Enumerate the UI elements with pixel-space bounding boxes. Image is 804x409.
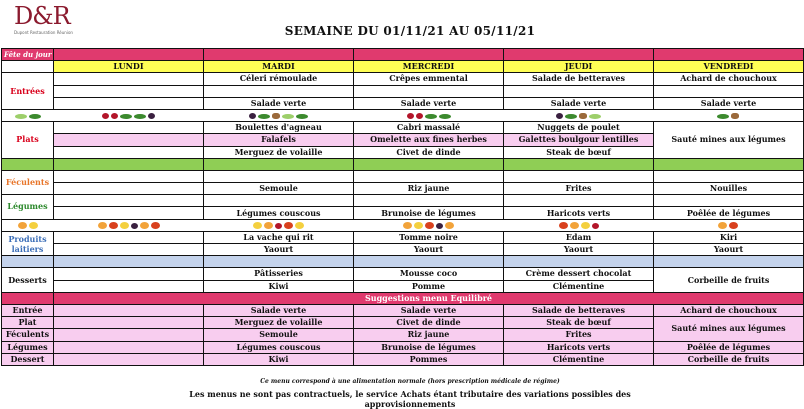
separator-cell xyxy=(2,256,54,268)
menu-cell xyxy=(54,280,204,292)
menu-cell xyxy=(504,195,654,207)
suggestions-corner xyxy=(2,292,54,304)
suggestion-cell: Salade de betteraves xyxy=(504,304,654,316)
menu-cell xyxy=(204,195,354,207)
menu-note: Ce menu correspond à une alimentation normale (hors prescription médicale de régime) xyxy=(260,378,560,385)
logo-mark: D&R xyxy=(14,2,70,30)
menu-cell-friday-dessert: Corbeille de fruits xyxy=(654,268,804,292)
fete-cell xyxy=(54,49,204,61)
cherry-icon xyxy=(275,223,282,229)
suggestion-cell xyxy=(54,304,204,316)
company-logo xyxy=(14,2,84,40)
menu-cell: Edam xyxy=(504,231,654,243)
menu-cell: Crêpes emmental xyxy=(354,73,504,85)
menu-cell xyxy=(54,146,204,158)
image-cell xyxy=(654,219,804,231)
orange-icon xyxy=(445,222,454,229)
menu-cell xyxy=(54,122,204,134)
plum-icon xyxy=(131,223,138,229)
menu-cell-friday-plat: Sauté mines aux légumes xyxy=(654,122,804,159)
menu-cell xyxy=(654,195,804,207)
menu-cell: Mousse coco xyxy=(354,268,504,280)
suggestion-cell: Salade verte xyxy=(354,304,504,316)
suggestions-header-row xyxy=(2,292,804,304)
orange-icon xyxy=(570,222,579,229)
menu-cell: Merguez de volaille xyxy=(204,146,354,158)
lettuce-icon xyxy=(589,114,601,119)
separator-cell xyxy=(2,158,54,170)
fete-label: Fête du jour xyxy=(2,49,54,61)
suggestion-cell: Semoule xyxy=(204,329,354,341)
menu-cell xyxy=(54,85,204,97)
orange-icon xyxy=(98,222,107,229)
cherry-icon xyxy=(592,223,599,229)
table-row xyxy=(2,268,804,280)
fete-cell xyxy=(504,49,654,61)
menu-cell xyxy=(354,195,504,207)
day-header: LUNDI xyxy=(54,61,204,73)
suggestion-label: Légumes xyxy=(2,341,54,353)
menu-cell: Salade de betteraves xyxy=(504,73,654,85)
image-cell xyxy=(2,219,54,231)
table-row xyxy=(2,85,804,97)
menu-cell: Semoule xyxy=(204,183,354,195)
image-cell xyxy=(54,219,204,231)
suggestion-cell: Légumes couscous xyxy=(204,341,354,353)
apple-icon xyxy=(151,222,160,229)
plum-icon xyxy=(436,223,443,229)
cucumber-icon xyxy=(134,114,146,119)
menu-cell: Crème dessert chocolat xyxy=(504,268,654,280)
nut-icon xyxy=(731,113,739,119)
separator-cell xyxy=(204,256,354,268)
separator-cell xyxy=(654,158,804,170)
menu-cell: Pomme xyxy=(354,280,504,292)
section-label-entrees: Entrées xyxy=(2,73,54,110)
menu-cell: Salade verte xyxy=(354,97,504,109)
menu-cell xyxy=(654,85,804,97)
menu-cell: Omelette aux fines herbes xyxy=(354,134,504,146)
suggestion-row xyxy=(2,317,804,329)
fruits-image-row xyxy=(2,219,804,231)
suggestion-cell: Pommes xyxy=(354,353,504,365)
suggestion-cell xyxy=(54,341,204,353)
menu-cell: Céleri rémoulade xyxy=(204,73,354,85)
menu-cell: Salade verte xyxy=(204,97,354,109)
suggestion-cell: Salade verte xyxy=(204,304,354,316)
table-row xyxy=(2,73,804,85)
lettuce-icon xyxy=(29,114,41,119)
table-row xyxy=(2,195,804,207)
menu-cell: Tomme noire xyxy=(354,231,504,243)
radish-icon xyxy=(407,113,414,119)
section-label-plats: Plats xyxy=(2,122,54,159)
suggestion-row xyxy=(2,353,804,365)
apple-icon xyxy=(425,222,434,229)
radish-icon xyxy=(102,113,109,119)
suggestion-cell: Haricots verts xyxy=(504,341,654,353)
menu-cell xyxy=(54,268,204,280)
menu-cell xyxy=(654,170,804,182)
table-row xyxy=(2,97,804,109)
suggestion-cell: Poêlée de légumes xyxy=(654,341,804,353)
orange-icon xyxy=(403,222,412,229)
suggestion-label: Entrée xyxy=(2,304,54,316)
logo-tagline: Dupont Restauration Réunion xyxy=(14,30,73,35)
image-cell xyxy=(2,109,54,121)
menu-cell xyxy=(54,231,204,243)
separator-cell xyxy=(204,158,354,170)
menu-cell xyxy=(504,85,654,97)
menu-cell: Salade verte xyxy=(654,97,804,109)
cucumber-icon xyxy=(120,114,132,119)
cucumber-icon xyxy=(425,114,437,119)
suggestion-cell: Merguez de volaille xyxy=(204,317,354,329)
menu-cell: Kiri xyxy=(654,231,804,243)
page-title: SEMAINE DU 01/11/21 AU 05/11/21 xyxy=(284,24,536,38)
menu-cell xyxy=(54,73,204,85)
suggestion-cell: Riz jaune xyxy=(354,329,504,341)
apple-icon xyxy=(559,222,568,229)
banana-icon xyxy=(253,222,262,229)
suggestion-cell: Frites xyxy=(504,329,654,341)
suggestion-cell: Clémentine xyxy=(504,353,654,365)
table-row xyxy=(2,122,804,134)
menu-cell xyxy=(204,170,354,182)
banana-icon xyxy=(414,222,423,229)
lemon-icon xyxy=(120,222,129,229)
menu-cell: Riz jaune xyxy=(354,183,504,195)
orange-icon xyxy=(18,222,27,229)
menu-cell: Brunoise de légumes xyxy=(354,207,504,219)
suggestion-cell: Kiwi xyxy=(204,353,354,365)
menu-cell: Yaourt xyxy=(354,244,504,256)
suggestion-cell: Brunoise de légumes xyxy=(354,341,504,353)
menu-cell xyxy=(54,134,204,146)
separator-cell xyxy=(354,256,504,268)
menu-cell: Kiwi xyxy=(204,280,354,292)
suggestions-title: Suggestions menu Equilibré xyxy=(54,292,804,304)
menu-cell: Frites xyxy=(504,183,654,195)
separator-cell xyxy=(54,158,204,170)
day-header: MERCREDI xyxy=(354,61,504,73)
radish-icon xyxy=(111,113,118,119)
table-row xyxy=(2,170,804,182)
apple-icon xyxy=(109,222,118,229)
orange-icon xyxy=(140,222,149,229)
suggestion-label: Plat xyxy=(2,317,54,329)
menu-cell: Pâtisseries xyxy=(204,268,354,280)
menu-cell: La vache qui rit xyxy=(204,231,354,243)
menu-cell: Clémentine xyxy=(504,280,654,292)
berry-icon xyxy=(556,113,563,119)
suggestion-cell xyxy=(54,353,204,365)
berry-icon xyxy=(249,113,256,119)
menu-cell: Nuggets de poulet xyxy=(504,122,654,134)
orange-icon xyxy=(264,222,273,229)
table-row xyxy=(2,183,804,195)
menu-cell xyxy=(54,207,204,219)
nut-icon xyxy=(272,113,280,119)
menu-cell: Poêlée de légumes xyxy=(654,207,804,219)
image-cell xyxy=(54,109,204,121)
section-label-desserts: Desserts xyxy=(2,268,54,292)
section-label-legumes: Légumes xyxy=(2,195,54,219)
suggestion-label: Dessert xyxy=(2,353,54,365)
table-row xyxy=(2,207,804,219)
image-cell xyxy=(504,219,654,231)
separator-cell xyxy=(354,158,504,170)
table-row xyxy=(2,244,804,256)
suggestion-row xyxy=(2,341,804,353)
section-label-feculents: Féculents xyxy=(2,170,54,194)
greens-icon xyxy=(565,114,577,119)
lettuce-icon xyxy=(15,114,27,119)
menu-cell: Falafels xyxy=(204,134,354,146)
menu-cell xyxy=(54,97,204,109)
fete-row xyxy=(2,49,804,61)
day-header: VENDREDI xyxy=(654,61,804,73)
table-row xyxy=(2,231,804,243)
image-cell xyxy=(204,219,354,231)
menu-cell xyxy=(54,183,204,195)
menu-cell: Steak de bœuf xyxy=(504,146,654,158)
corner-cell xyxy=(2,61,54,73)
lemon-icon xyxy=(581,222,590,229)
menu-cell: Yaourt xyxy=(654,244,804,256)
suggestion-cell: Corbeille de fruits xyxy=(654,353,804,365)
image-cell xyxy=(354,219,504,231)
menu-cell xyxy=(54,244,204,256)
menu-cell xyxy=(204,85,354,97)
suggestion-cell xyxy=(54,329,204,341)
image-cell xyxy=(654,109,804,121)
menu-cell: Haricots verts xyxy=(504,207,654,219)
separator-cell xyxy=(654,256,804,268)
menu-cell xyxy=(354,170,504,182)
menu-cell: Nouilles xyxy=(654,183,804,195)
lettuce-icon xyxy=(282,114,294,119)
suggestion-cell-friday-plat: Sauté mines aux légumes xyxy=(654,317,804,341)
day-header-row xyxy=(2,61,804,73)
menu-cell: Salade verte xyxy=(504,97,654,109)
menu-cell: Achard de chouchoux xyxy=(654,73,804,85)
cucumber-icon xyxy=(439,114,451,119)
suggestion-cell: Achard de chouchoux xyxy=(654,304,804,316)
apple-icon xyxy=(284,222,293,229)
suggestion-cell: Civet de dinde xyxy=(354,317,504,329)
apple-icon xyxy=(729,222,738,229)
menu-cell: Légumes couscous xyxy=(204,207,354,219)
greens-icon xyxy=(258,114,270,119)
fete-cell xyxy=(654,49,804,61)
menu-cell: Yaourt xyxy=(504,244,654,256)
berry-icon xyxy=(148,113,155,119)
menu-cell: Yaourt xyxy=(204,244,354,256)
section-label-produits-laitiers: Produits laitiers xyxy=(2,231,54,255)
image-cell xyxy=(354,109,504,121)
separator-cell xyxy=(504,158,654,170)
image-cell xyxy=(504,109,654,121)
menu-cell xyxy=(54,170,204,182)
menu-cell xyxy=(54,195,204,207)
suggestion-label: Féculents xyxy=(2,329,54,341)
separator-cell xyxy=(504,256,654,268)
nut-icon xyxy=(579,113,587,119)
banana-icon xyxy=(29,222,38,229)
weekly-menu-table xyxy=(1,48,804,366)
day-header: MARDI xyxy=(204,61,354,73)
vegetables-image-row xyxy=(2,109,804,121)
menu-cell: Cabri massalé xyxy=(354,122,504,134)
orange-icon xyxy=(718,222,727,229)
menu-cell: Galettes boulgour lentilles xyxy=(504,134,654,146)
menu-disclaimer: Les menus ne sont pas contractuels, le service Achats étant tributaire des variations possibles des approvisionnements xyxy=(189,389,631,409)
menu-cell xyxy=(504,170,654,182)
lettuce-icon xyxy=(296,114,308,119)
lemon-icon xyxy=(295,222,304,229)
suggestion-cell: Steak de bœuf xyxy=(504,317,654,329)
fete-cell xyxy=(354,49,504,61)
fete-cell xyxy=(204,49,354,61)
suggestion-row xyxy=(2,304,804,316)
lettuce-icon xyxy=(717,114,729,119)
image-cell xyxy=(204,109,354,121)
radish-icon xyxy=(416,113,423,119)
day-header: JEUDI xyxy=(504,61,654,73)
suggestion-cell xyxy=(54,317,204,329)
menu-cell: Civet de dinde xyxy=(354,146,504,158)
separator-green xyxy=(2,158,804,170)
separator-cell xyxy=(54,256,204,268)
separator-blue xyxy=(2,256,804,268)
menu-cell xyxy=(354,85,504,97)
menu-cell: Boulettes d'agneau xyxy=(204,122,354,134)
